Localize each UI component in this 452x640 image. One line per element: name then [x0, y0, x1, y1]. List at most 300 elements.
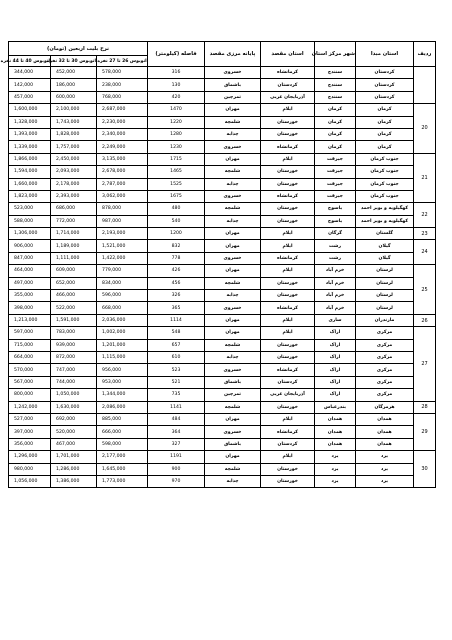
- fare-26-27-cell: 2,086,000: [97, 401, 148, 413]
- fare-30-32-cell: 467,000: [51, 438, 97, 450]
- fare-26-27-cell: 2,687,000: [97, 104, 148, 116]
- distance-cell: 420: [148, 91, 205, 103]
- fare-40-44-cell: 1,242,000: [9, 401, 51, 413]
- fare-40-44-cell: 142,000: [9, 79, 51, 91]
- fare-40-44-cell: 527,000: [9, 413, 51, 425]
- origin-center-cell: خرم آباد: [315, 277, 356, 289]
- fare-40-44-cell: 398,000: [9, 302, 51, 314]
- fare-40-44-cell: 464,000: [9, 265, 51, 277]
- fare-30-32-cell: 1,630,000: [51, 401, 97, 413]
- distance-cell: 540: [148, 215, 205, 227]
- fare-40-44-cell: 344,000: [9, 67, 51, 79]
- fare-30-32-cell: 522,000: [51, 302, 97, 314]
- distance-cell: 1200: [148, 228, 205, 240]
- table-row: [9, 438, 436, 450]
- fare-40-44-cell: 1,866,000: [9, 153, 51, 165]
- header-distance: فاصله (کیلومتر): [148, 42, 205, 67]
- distance-cell: 327: [148, 438, 205, 450]
- dest-province-cell: ایلام: [261, 265, 315, 277]
- dest-province-cell: خوزستان: [261, 475, 315, 487]
- distance-cell: 456: [148, 277, 205, 289]
- border-terminal-cell: مهران: [205, 153, 261, 165]
- radif-cell: 23: [414, 228, 436, 240]
- fare-26-27-cell: 3,135,000: [97, 153, 148, 165]
- fare-26-27-cell: 578,000: [97, 67, 148, 79]
- table-row: [9, 463, 436, 475]
- fare-26-27-cell: 878,000: [97, 203, 148, 215]
- fare-26-27-cell: 238,000: [97, 79, 148, 91]
- fare-40-44-cell: 800,000: [9, 389, 51, 401]
- table-row: [9, 190, 436, 202]
- origin-province-cell: کرمان: [356, 116, 414, 128]
- origin-province-cell: جنوب کرمان: [356, 153, 414, 165]
- border-terminal-cell: مهران: [205, 413, 261, 425]
- fare-30-32-cell: 609,000: [51, 265, 97, 277]
- border-terminal-cell: باشماق: [205, 438, 261, 450]
- table-row: [9, 451, 436, 463]
- fare-30-32-cell: 186,000: [51, 79, 97, 91]
- fare-26-27-cell: 1,115,000: [97, 351, 148, 363]
- table-row: [9, 351, 436, 363]
- fare-26-27-cell: 834,000: [97, 277, 148, 289]
- fare-26-27-cell: 1,521,000: [97, 240, 148, 252]
- fare-30-32-cell: 1,828,000: [51, 128, 97, 140]
- distance-cell: 1114: [148, 314, 205, 326]
- distance-cell: 1675: [148, 190, 205, 202]
- border-terminal-cell: مهران: [205, 240, 261, 252]
- distance-cell: 1280: [148, 128, 205, 140]
- border-terminal-cell: باشماق: [205, 79, 261, 91]
- fare-26-27-cell: 596,000: [97, 290, 148, 302]
- origin-center-cell: ساری: [315, 314, 356, 326]
- fare-26-27-cell: 1,002,000: [97, 327, 148, 339]
- border-terminal-cell: چذابه: [205, 215, 261, 227]
- fare-40-44-cell: 715,000: [9, 339, 51, 351]
- header-fare-bus-26-27: اتوبوس 26 تا 27 نفره: [97, 56, 148, 67]
- dest-province-cell: کرمانشاه: [261, 302, 315, 314]
- dest-province-cell: آذربایجان غربی: [261, 389, 315, 401]
- radif-cell: 28: [414, 401, 436, 413]
- table-row: [9, 153, 436, 165]
- origin-center-cell: اراک: [315, 376, 356, 388]
- origin-province-cell: مرکزی: [356, 376, 414, 388]
- table-row: [9, 389, 436, 401]
- origin-province-cell: کهگیلویه و بویر احمد: [356, 203, 414, 215]
- origin-center-cell: گرگان: [315, 228, 356, 240]
- table-row: [9, 128, 436, 140]
- fare-26-27-cell: 2,249,000: [97, 141, 148, 153]
- fare-40-44-cell: 570,000: [9, 364, 51, 376]
- border-terminal-cell: چذابه: [205, 475, 261, 487]
- fare-30-32-cell: 1,714,000: [51, 228, 97, 240]
- fare-30-32-cell: 686,000: [51, 203, 97, 215]
- distance-cell: 1465: [148, 166, 205, 178]
- table-row: [9, 166, 436, 178]
- fare-30-32-cell: 2,093,000: [51, 166, 97, 178]
- border-terminal-cell: خسروی: [205, 252, 261, 264]
- fare-26-27-cell: 2,340,000: [97, 128, 148, 140]
- table-row: [9, 265, 436, 277]
- distance-cell: 832: [148, 240, 205, 252]
- border-terminal-cell: خسروی: [205, 426, 261, 438]
- border-terminal-cell: تمرچین: [205, 91, 261, 103]
- origin-province-cell: کرمان: [356, 141, 414, 153]
- origin-center-cell: یزد: [315, 451, 356, 463]
- origin-province-cell: کرمان: [356, 104, 414, 116]
- origin-province-cell: هرمزگان: [356, 401, 414, 413]
- distance-cell: 1220: [148, 116, 205, 128]
- fare-26-27-cell: 668,000: [97, 302, 148, 314]
- distance-cell: 1525: [148, 178, 205, 190]
- dest-province-cell: کردستان: [261, 79, 315, 91]
- origin-center-cell: جیرفت: [315, 153, 356, 165]
- fare-30-32-cell: 452,000: [51, 67, 97, 79]
- fare-30-32-cell: 1,386,000: [51, 475, 97, 487]
- radif-cell: 30: [414, 451, 436, 488]
- distance-cell: 735: [148, 389, 205, 401]
- fare-40-44-cell: 1,823,000: [9, 190, 51, 202]
- dest-province-cell: ایلام: [261, 451, 315, 463]
- fare-30-32-cell: 744,000: [51, 376, 97, 388]
- radif-cell: 25: [414, 265, 436, 315]
- dest-province-cell: خوزستان: [261, 339, 315, 351]
- fare-30-32-cell: 872,000: [51, 351, 97, 363]
- border-terminal-cell: شلمچه: [205, 116, 261, 128]
- origin-center-cell: خرم آباد: [315, 302, 356, 314]
- dest-province-cell: ایلام: [261, 240, 315, 252]
- fare-30-32-cell: 652,000: [51, 277, 97, 289]
- origin-center-cell: جیرفت: [315, 178, 356, 190]
- border-terminal-cell: شلمچه: [205, 277, 261, 289]
- table-row: [9, 413, 436, 425]
- distance-cell: 130: [148, 79, 205, 91]
- origin-center-cell: رشت: [315, 240, 356, 252]
- radif-cell: 27: [414, 327, 436, 401]
- distance-cell: 778: [148, 252, 205, 264]
- dest-province-cell: کرمانشاه: [261, 190, 315, 202]
- radif-cell: 24: [414, 240, 436, 265]
- fare-30-32-cell: 1,701,000: [51, 451, 97, 463]
- table-row: [9, 104, 436, 116]
- fare-26-27-cell: 1,422,000: [97, 252, 148, 264]
- table-row: [9, 327, 436, 339]
- fare-26-27-cell: 1,773,000: [97, 475, 148, 487]
- origin-center-cell: جیرفت: [315, 166, 356, 178]
- dest-province-cell: خوزستان: [261, 178, 315, 190]
- fare-30-32-cell: 1,050,000: [51, 389, 97, 401]
- fare-26-27-cell: 779,000: [97, 265, 148, 277]
- radif-cell: 22: [414, 203, 436, 228]
- dest-province-cell: ایلام: [261, 314, 315, 326]
- border-terminal-cell: مهران: [205, 451, 261, 463]
- fare-26-27-cell: 2,193,000: [97, 228, 148, 240]
- distance-cell: 364: [148, 426, 205, 438]
- fare-40-44-cell: 1,306,000: [9, 228, 51, 240]
- fare-40-44-cell: 1,594,000: [9, 166, 51, 178]
- distance-cell: 610: [148, 351, 205, 363]
- distance-cell: 970: [148, 475, 205, 487]
- fare-26-27-cell: 953,000: [97, 376, 148, 388]
- fare-40-44-cell: 1,056,000: [9, 475, 51, 487]
- table-row: [9, 302, 436, 314]
- fare-40-44-cell: 397,000: [9, 426, 51, 438]
- fare-30-32-cell: 1,189,000: [51, 240, 97, 252]
- fare-40-44-cell: 1,393,000: [9, 128, 51, 140]
- distance-cell: 521: [148, 376, 205, 388]
- table-row: [9, 79, 436, 91]
- origin-province-cell: مرکزی: [356, 351, 414, 363]
- fare-40-44-cell: 567,000: [9, 376, 51, 388]
- distance-cell: 480: [148, 203, 205, 215]
- fare-40-44-cell: 1,213,000: [9, 314, 51, 326]
- border-terminal-cell: مهران: [205, 314, 261, 326]
- distance-cell: 1715: [148, 153, 205, 165]
- dest-province-cell: خوزستان: [261, 463, 315, 475]
- fare-30-32-cell: 1,743,000: [51, 116, 97, 128]
- fare-26-27-cell: 2,177,000: [97, 451, 148, 463]
- fare-30-32-cell: 1,757,000: [51, 141, 97, 153]
- dest-province-cell: خوزستان: [261, 401, 315, 413]
- table-row: [9, 364, 436, 376]
- table-row: [9, 141, 436, 153]
- origin-center-cell: کرمان: [315, 104, 356, 116]
- dest-province-cell: کرمانشاه: [261, 141, 315, 153]
- fare-30-32-cell: 1,111,000: [51, 252, 97, 264]
- border-terminal-cell: خسروی: [205, 141, 261, 153]
- fare-30-32-cell: 1,286,000: [51, 463, 97, 475]
- header-fare-group: نرخ بلیت اربعین (تومان): [9, 42, 148, 56]
- origin-province-cell: مرکزی: [356, 364, 414, 376]
- dest-province-cell: ایلام: [261, 228, 315, 240]
- border-terminal-cell: تمرچین: [205, 389, 261, 401]
- distance-cell: 900: [148, 463, 205, 475]
- origin-province-cell: مازندران: [356, 314, 414, 326]
- dest-province-cell: ایلام: [261, 153, 315, 165]
- dest-province-cell: ایلام: [261, 104, 315, 116]
- origin-province-cell: کردستان: [356, 91, 414, 103]
- origin-center-cell: اراک: [315, 389, 356, 401]
- origin-province-cell: همدان: [356, 438, 414, 450]
- border-terminal-cell: شلمچه: [205, 401, 261, 413]
- distance-cell: 316: [148, 67, 205, 79]
- origin-center-cell: اراک: [315, 351, 356, 363]
- border-terminal-cell: چذابه: [205, 290, 261, 302]
- dest-province-cell: خوزستان: [261, 351, 315, 363]
- table-row: [9, 290, 436, 302]
- fare-26-27-cell: 1,201,000: [97, 339, 148, 351]
- fare-40-44-cell: 597,000: [9, 327, 51, 339]
- fare-40-44-cell: 1,339,000: [9, 141, 51, 153]
- arbaeen-fare-table: [0, 41, 436, 488]
- origin-province-cell: لرستان: [356, 277, 414, 289]
- fare-26-27-cell: 2,787,000: [97, 178, 148, 190]
- origin-center-cell: یاسوج: [315, 215, 356, 227]
- table-row: [9, 426, 436, 438]
- origin-province-cell: گیلان: [356, 252, 414, 264]
- origin-center-cell: همدان: [315, 413, 356, 425]
- origin-province-cell: گلستان: [356, 228, 414, 240]
- origin-center-cell: کرمان: [315, 116, 356, 128]
- dest-province-cell: آذربایجان غربی: [261, 91, 315, 103]
- border-terminal-cell: خسروی: [205, 364, 261, 376]
- dest-province-cell: خوزستان: [261, 277, 315, 289]
- origin-center-cell: اراک: [315, 339, 356, 351]
- fare-26-27-cell: 1,344,000: [97, 389, 148, 401]
- dest-province-cell: خوزستان: [261, 215, 315, 227]
- border-terminal-cell: خسروی: [205, 302, 261, 314]
- dest-province-cell: خوزستان: [261, 290, 315, 302]
- header-fare-bus-30-32: اتوبوس 30 تا 32 نفره: [51, 56, 97, 67]
- radif-cell: 29: [414, 413, 436, 450]
- table-row: [9, 475, 436, 487]
- border-terminal-cell: شلمچه: [205, 166, 261, 178]
- fare-40-44-cell: 847,000: [9, 252, 51, 264]
- origin-center-cell: همدان: [315, 426, 356, 438]
- fare-30-32-cell: 466,000: [51, 290, 97, 302]
- origin-province-cell: کهگیلویه و بویر احمد: [356, 215, 414, 227]
- distance-cell: 326: [148, 290, 205, 302]
- origin-center-cell: خرم آباد: [315, 265, 356, 277]
- origin-province-cell: مرکزی: [356, 389, 414, 401]
- origin-center-cell: بندرعباس: [315, 401, 356, 413]
- table-row: [9, 401, 436, 413]
- table-row: [9, 314, 436, 326]
- origin-center-cell: همدان: [315, 438, 356, 450]
- origin-province-cell: گیلان: [356, 240, 414, 252]
- fare-40-44-cell: 356,000: [9, 438, 51, 450]
- fare-26-27-cell: 2,036,000: [97, 314, 148, 326]
- fare-26-27-cell: 956,000: [97, 364, 148, 376]
- dest-province-cell: کرمانشاه: [261, 364, 315, 376]
- dest-province-cell: خوزستان: [261, 116, 315, 128]
- border-terminal-cell: شلمچه: [205, 339, 261, 351]
- border-terminal-cell: چذابه: [205, 178, 261, 190]
- dest-province-cell: کردستان: [261, 438, 315, 450]
- distance-cell: 484: [148, 413, 205, 425]
- fare-26-27-cell: 987,000: [97, 215, 148, 227]
- origin-center-cell: سنندج: [315, 79, 356, 91]
- origin-province-cell: لرستان: [356, 290, 414, 302]
- fare-26-27-cell: 3,062,000: [97, 190, 148, 202]
- origin-center-cell: یزد: [315, 475, 356, 487]
- fare-26-27-cell: 2,230,000: [97, 116, 148, 128]
- fare-table-sheet: [0, 41, 435, 488]
- fare-40-44-cell: 1,660,000: [9, 178, 51, 190]
- border-terminal-cell: شلمچه: [205, 463, 261, 475]
- border-terminal-cell: مهران: [205, 265, 261, 277]
- origin-province-cell: کرمان: [356, 128, 414, 140]
- fare-30-32-cell: 692,000: [51, 413, 97, 425]
- border-terminal-cell: چذابه: [205, 128, 261, 140]
- dest-province-cell: ایلام: [261, 327, 315, 339]
- fare-40-44-cell: 980,000: [9, 463, 51, 475]
- fare-40-44-cell: 457,000: [9, 91, 51, 103]
- header-origin-center: شهر مرکز استان: [315, 42, 356, 67]
- fare-40-44-cell: 906,000: [9, 240, 51, 252]
- fare-30-32-cell: 520,000: [51, 426, 97, 438]
- origin-province-cell: مرکزی: [356, 327, 414, 339]
- table-row: [9, 252, 436, 264]
- origin-province-cell: جنوب کرمان: [356, 190, 414, 202]
- fare-26-27-cell: 768,000: [97, 91, 148, 103]
- distance-cell: 548: [148, 327, 205, 339]
- origin-province-cell: مرکزی: [356, 339, 414, 351]
- fare-40-44-cell: 1,600,000: [9, 104, 51, 116]
- origin-center-cell: کرمان: [315, 128, 356, 140]
- table-row: [9, 116, 436, 128]
- table-row: [9, 240, 436, 252]
- distance-cell: 1141: [148, 401, 205, 413]
- border-terminal-cell: مهران: [205, 327, 261, 339]
- table-row: [9, 215, 436, 227]
- distance-cell: 426: [148, 265, 205, 277]
- origin-province-cell: یزد: [356, 463, 414, 475]
- dest-province-cell: کردستان: [261, 376, 315, 388]
- origin-province-cell: کردستان: [356, 79, 414, 91]
- distance-cell: 657: [148, 339, 205, 351]
- distance-cell: 1230: [148, 141, 205, 153]
- fare-26-27-cell: 885,000: [97, 413, 148, 425]
- fare-26-27-cell: 2,678,000: [97, 166, 148, 178]
- distance-cell: 1470: [148, 104, 205, 116]
- origin-center-cell: یزد: [315, 463, 356, 475]
- fare-40-44-cell: 1,296,000: [9, 451, 51, 463]
- origin-province-cell: جنوب کرمان: [356, 178, 414, 190]
- fare-30-32-cell: 783,000: [51, 327, 97, 339]
- distance-cell: 523: [148, 364, 205, 376]
- dest-province-cell: خوزستان: [261, 128, 315, 140]
- header-origin-province: استان مبدا: [356, 42, 414, 67]
- fare-40-44-cell: 664,000: [9, 351, 51, 363]
- table-header: [0, 42, 436, 67]
- origin-center-cell: اراک: [315, 327, 356, 339]
- origin-province-cell: همدان: [356, 413, 414, 425]
- distance-cell: 1191: [148, 451, 205, 463]
- header-radif: ردیف: [414, 42, 436, 67]
- radif-cell: 20: [414, 104, 436, 154]
- border-terminal-cell: باشماق: [205, 376, 261, 388]
- table-row: [9, 67, 436, 79]
- radif-cell: [414, 67, 436, 104]
- origin-center-cell: یاسوج: [315, 203, 356, 215]
- fare-26-27-cell: 666,000: [97, 426, 148, 438]
- fare-30-32-cell: 2,450,000: [51, 153, 97, 165]
- fare-26-27-cell: 1,645,000: [97, 463, 148, 475]
- fare-30-32-cell: 2,100,000: [51, 104, 97, 116]
- fare-30-32-cell: 2,393,000: [51, 190, 97, 202]
- origin-center-cell: رشت: [315, 252, 356, 264]
- origin-province-cell: لرستان: [356, 302, 414, 314]
- fare-40-44-cell: 497,000: [9, 277, 51, 289]
- origin-center-cell: خرم آباد: [315, 290, 356, 302]
- origin-center-cell: سنندج: [315, 67, 356, 79]
- fare-40-44-cell: 523,000: [9, 203, 51, 215]
- border-terminal-cell: مهران: [205, 228, 261, 240]
- fare-30-32-cell: 1,591,000: [51, 314, 97, 326]
- table-row: [9, 178, 436, 190]
- dest-province-cell: کرمانشاه: [261, 426, 315, 438]
- origin-center-cell: سنندج: [315, 91, 356, 103]
- origin-province-cell: لرستان: [356, 265, 414, 277]
- table-row: [9, 277, 436, 289]
- border-terminal-cell: خسروی: [205, 67, 261, 79]
- fare-40-44-cell: 588,000: [9, 215, 51, 227]
- dest-province-cell: خوزستان: [261, 166, 315, 178]
- origin-center-cell: جیرفت: [315, 190, 356, 202]
- origin-province-cell: یزد: [356, 475, 414, 487]
- dest-province-cell: کرمانشاه: [261, 67, 315, 79]
- fare-30-32-cell: 2,178,000: [51, 178, 97, 190]
